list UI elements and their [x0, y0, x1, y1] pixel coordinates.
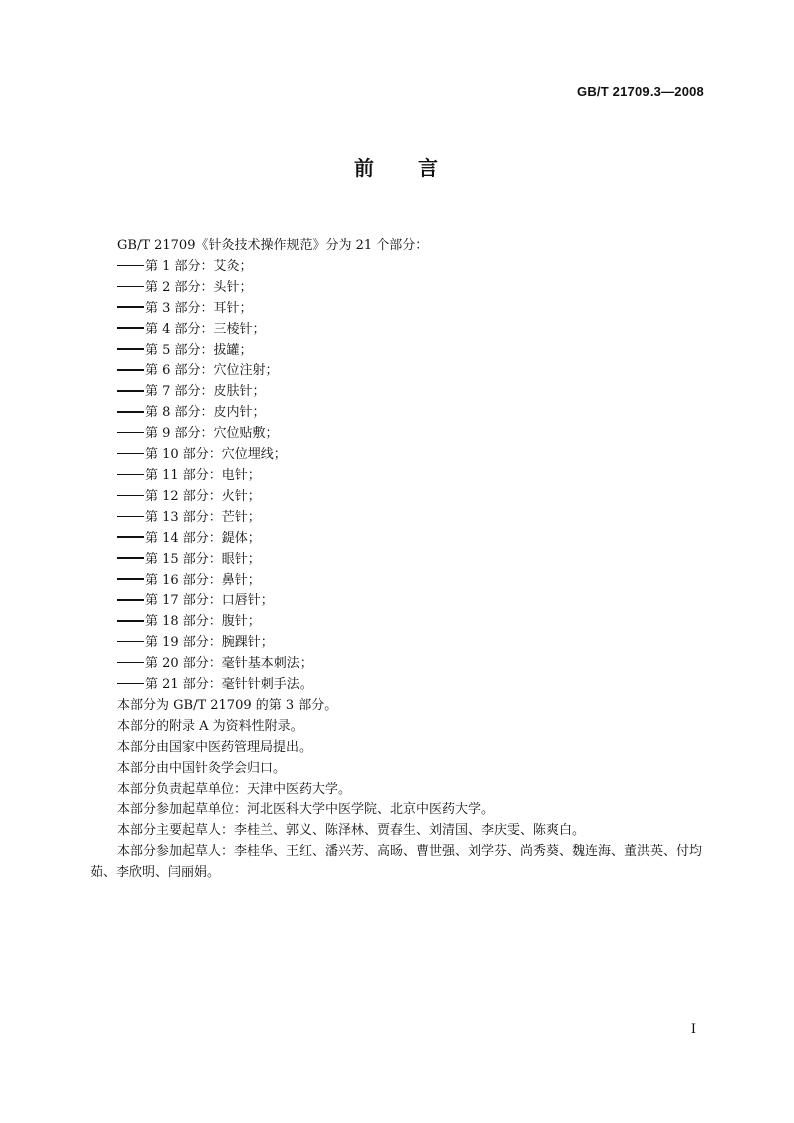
list-item: 第 13 部分：芒针；	[90, 508, 714, 529]
list-item: 第 9 部分：穴位贴敷；	[90, 424, 714, 445]
dash-mark	[117, 641, 144, 643]
list-item: 第 3 部分：耳针；	[90, 299, 714, 320]
dash-mark	[117, 411, 144, 413]
page-title-part1: 前	[354, 156, 376, 180]
statement-drafting-unit: 本部分负责起草单位：天津中医药大学。	[117, 781, 352, 797]
dash-mark	[117, 599, 144, 601]
list-item: 第 1 部分：艾灸；	[90, 257, 714, 278]
list-item: 第 18 部分：腹针；	[90, 612, 714, 633]
statement-main-drafters: 本部分主要起草人：李桂兰、郭义、陈泽林、贾春生、刘清国、李庆雯、陈爽白。	[117, 823, 586, 839]
statement-annex: 本部分的附录 A 为资料性附录。	[117, 718, 304, 734]
dash-mark	[117, 265, 144, 267]
dash-mark	[117, 390, 144, 392]
dash-mark	[117, 453, 144, 455]
dash-mark	[117, 557, 144, 559]
list-item: 第 10 部分：穴位埋线；	[90, 445, 714, 466]
dash-mark	[117, 495, 144, 497]
dash-mark	[117, 327, 144, 329]
list-item: 第 20 部分：毫针基本刺法；	[90, 654, 714, 675]
statement-centralizer: 本部分由中国针灸学会归口。	[117, 760, 287, 776]
document-body	[90, 236, 714, 884]
list-item: 第 16 部分：鼻针；	[90, 571, 714, 592]
list-item: 第 6 部分：穴位注射；	[90, 361, 714, 382]
list-item: 第 7 部分：皮肤针；	[90, 382, 714, 403]
statement-participating-units: 本部分参加起草单位：河北医科大学中医学院、北京中医药大学。	[117, 802, 495, 818]
list-item: 第 21 部分：毫针针刺手法。	[90, 675, 714, 696]
dash-mark	[117, 306, 144, 308]
list-item: 第 2 部分：头针；	[90, 278, 714, 299]
dash-mark	[117, 516, 144, 518]
list-item: 第 5 部分：拔罐；	[90, 341, 714, 362]
list-item: 第 4 部分：三棱针；	[90, 320, 714, 341]
list-item: 第 15 部分：眼针；	[90, 550, 714, 571]
dash-mark	[117, 578, 144, 580]
page-number: I	[690, 1022, 696, 1037]
list-item: 第 12 部分：火针；	[90, 487, 714, 508]
list-item: 第 17 部分：口唇针；	[90, 591, 714, 612]
statement-part-number: 本部分为 GB/T 21709 的第 3 部分。	[117, 697, 338, 713]
statement-participating-drafters: 本部分参加起草人：李桂华、王红、潘兴芳、高旸、曹世强、刘学芬、尚秀葵、魏连海、董洪英、付均茹、李欣明、闫丽娟。	[90, 844, 703, 881]
intro-paragraph: GB/T 21709《针灸技术操作规范》分为 21 个部分：	[117, 238, 429, 253]
statement-proposer: 本部分由国家中医药管理局提出。	[117, 739, 313, 755]
dash-mark	[117, 662, 144, 664]
dash-mark	[117, 536, 144, 538]
list-item: 第 8 部分：皮内针；	[90, 403, 714, 424]
dash-mark	[117, 620, 144, 622]
parts-list	[90, 257, 714, 696]
dash-mark	[117, 432, 144, 434]
dash-mark	[117, 348, 144, 350]
dash-mark	[117, 683, 144, 685]
page-title-part2: 言	[418, 156, 440, 180]
dash-mark	[117, 474, 144, 476]
standard-code: GB/T 21709.3—2008	[577, 84, 704, 99]
dash-mark	[117, 369, 144, 371]
page-title	[0, 152, 794, 181]
list-item: 第 11 部分：电针；	[90, 466, 714, 487]
dash-mark	[117, 286, 144, 288]
list-item: 第 19 部分：腕踝针；	[90, 633, 714, 654]
list-item: 第 14 部分：鍉体；	[90, 529, 714, 550]
